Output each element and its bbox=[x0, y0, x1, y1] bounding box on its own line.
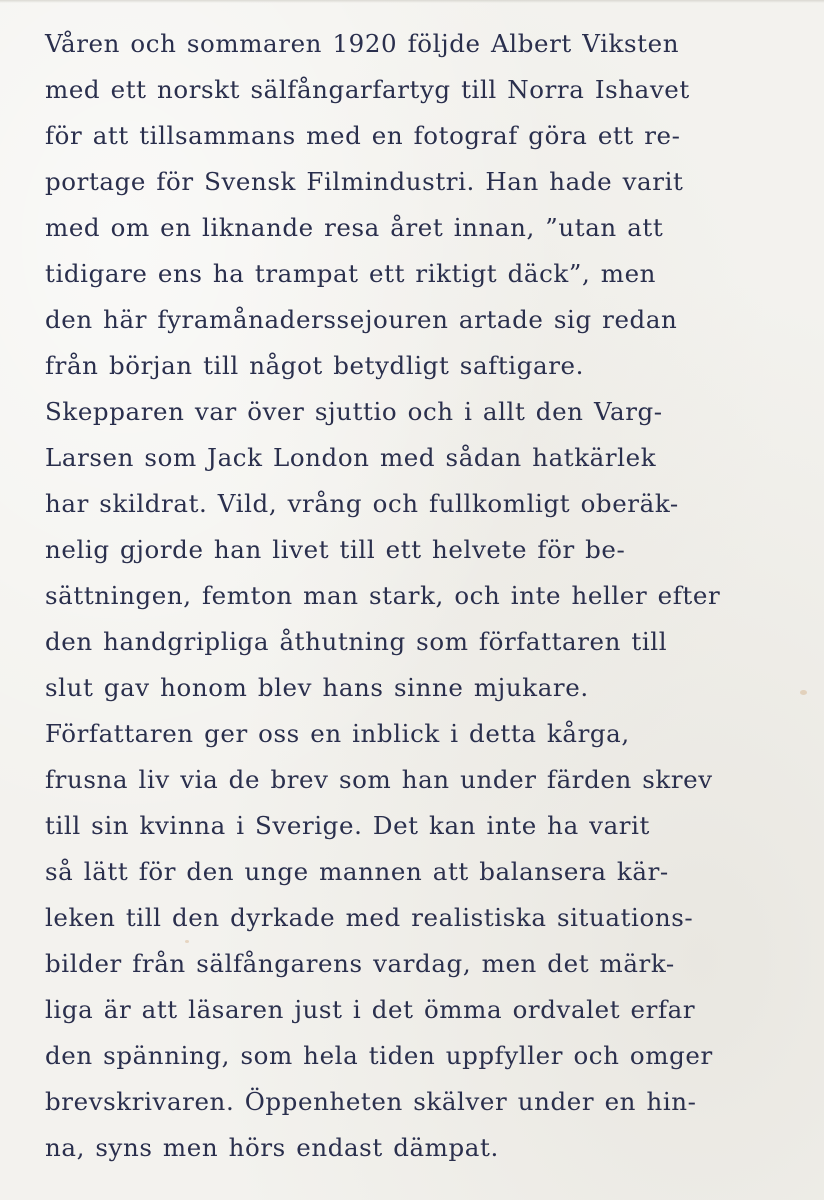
text-line: med ett norskt sälfångarfartyg till Norra Ishavet bbox=[45, 75, 690, 104]
text-line: brevskrivaren. Öppenheten skälver under en hin- bbox=[45, 1087, 697, 1116]
text-line: från början till något betydligt saftigare. bbox=[45, 351, 585, 380]
page-top-edge bbox=[0, 0, 824, 3]
text-line: tidigare ens ha trampat ett riktigt däck”, men bbox=[45, 259, 657, 288]
text-line: leken till den dyrkade med realistiska situations- bbox=[45, 903, 694, 932]
text-line: na, syns men hörs endast dämpat. bbox=[45, 1133, 499, 1162]
text-line: slut gav honom blev hans sinne mjukare. bbox=[45, 673, 589, 702]
text-line: den handgripliga åthutning som författaren till bbox=[45, 627, 668, 656]
text-line: Författaren ger oss en inblick i detta kårga, bbox=[45, 719, 630, 748]
text-line: sättningen, femton man stark, och inte heller efter bbox=[45, 581, 721, 610]
text-line: frusna liv via de brev som han under färden skrev bbox=[45, 765, 713, 794]
text-line: liga är att läsaren just i det ömma ordvalet erfar bbox=[45, 995, 696, 1024]
text-line: bilder från sälfångarens vardag, men det märk- bbox=[45, 949, 675, 978]
text-line: nelig gjorde han livet till ett helvete för be- bbox=[45, 535, 626, 564]
text-line: den här fyramånaderssejouren artade sig redan bbox=[45, 305, 678, 334]
text-line: med om en liknande resa året innan, ”utan att bbox=[45, 213, 664, 242]
text-line: Skepparen var över sjuttio och i allt den Varg- bbox=[45, 397, 663, 426]
text-line: den spänning, som hela tiden uppfyller och omger bbox=[45, 1041, 713, 1070]
text-line: Larsen som Jack London med sådan hatkärlek bbox=[45, 443, 657, 472]
text-line: Våren och sommaren 1920 följde Albert Viksten bbox=[45, 29, 680, 58]
text-line: har skildrat. Vild, vrång och fullkomligt oberäk- bbox=[45, 489, 679, 518]
body-text bbox=[45, 21, 805, 1171]
text-line: så lätt för den unge mannen att balansera kär- bbox=[45, 857, 669, 886]
text-line: för att tillsammans med en fotograf göra ett re- bbox=[45, 121, 681, 150]
text-line: till sin kvinna i Sverige. Det kan inte ha varit bbox=[45, 811, 650, 840]
text-line: portage för Svensk Filmindustri. Han hade varit bbox=[45, 167, 684, 196]
